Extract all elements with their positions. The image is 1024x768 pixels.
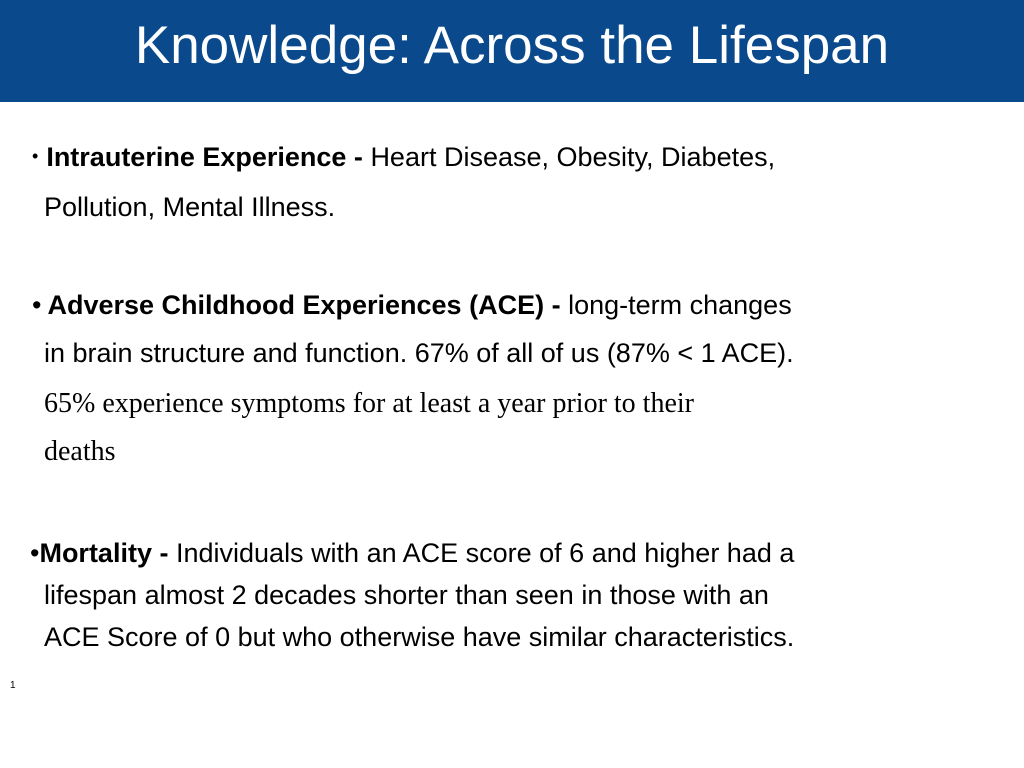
bullet-marker: • <box>30 538 40 568</box>
slide-title: Knowledge: Across the Lifespan <box>134 16 890 75</box>
bullet-text: Individuals with an ACE score of 6 and higher had a <box>175 538 795 568</box>
bullet-text: deaths <box>44 436 116 467</box>
bullet-intrauterine-cont <box>44 192 335 223</box>
bullet-ace-cont <box>44 436 116 468</box>
bullet-mortality-cont <box>44 622 794 653</box>
bullet-ace <box>32 290 792 321</box>
bullet-term: Mortality - <box>39 538 169 568</box>
bullet-mortality-cont <box>44 580 769 611</box>
bullet-ace-cont <box>44 338 794 369</box>
bullet-ace-cont <box>44 388 694 420</box>
bullet-term: Adverse Childhood Experiences (ACE) - <box>47 290 561 320</box>
bullet-text: Heart Disease, Obesity, Diabetes, <box>370 142 776 172</box>
bullet-intrauterine <box>32 142 775 173</box>
slide-number: 1 <box>10 680 16 691</box>
bullet-marker: • <box>32 146 39 166</box>
bullet-text: in brain structure and function. 67% of all of us (87% < 1 ACE). <box>44 338 794 368</box>
bullet-term: Intrauterine Experience - <box>46 142 363 172</box>
bullet-text: ACE Score of 0 but who otherwise have similar characteristics. <box>44 622 795 652</box>
bullet-text: lifespan almost 2 decades shorter than seen in those with an <box>44 580 769 610</box>
bullet-mortality <box>30 538 794 569</box>
title-bar <box>0 0 1024 102</box>
bullet-text: Pollution, Mental Illness. <box>44 192 336 222</box>
bullet-marker: • <box>32 290 42 320</box>
bullet-text: 65% experience symptoms for at least a year prior to their <box>44 388 694 419</box>
bullet-text: long-term changes <box>568 290 792 320</box>
